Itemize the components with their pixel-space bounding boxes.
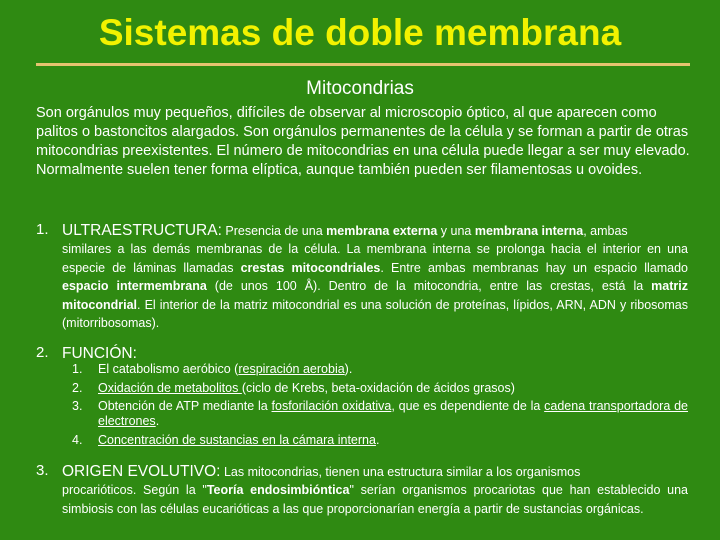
page-title: Sistemas de doble membrana [98,12,622,53]
section-heading-line: ULTRAESTRUCTURA: Presencia de una membrana externa y una membrana interna, ambas [62,222,628,239]
title-divider [36,63,690,66]
list-item: 4. Concentración de sustancias en la cámara interna. [72,432,380,447]
link-cadena-transportadora[interactable]: cadena transportadora de electrones [98,399,688,428]
section-number: 3. [36,462,49,479]
section-body: similares a las demás membranas de la célula. La membrana interna se prolonga hacia el interior en una especie de láminas llamadas crestas mitocondriales. Entre ambas membranas hay un espacio llamado espacio intermembrana (de unos 100 Å). Dentro de la mitocondria, entre las crestas, está la matriz mitocondrial. El interior de la matriz mitocondrial es una solución de proteínas, lípidos, ARN, ADN y ribosomas (mitorribosomas). [62,242,689,330]
section-heading: ULTRAESTRUCTURA: [62,222,222,239]
section-number: 1. [36,221,49,238]
section-heading-line [62,344,690,363]
link-concentracion-sustancias[interactable]: Concentración de sustancias en la cámara interna [98,432,376,447]
section-heading: ORIGEN EVOLUTIVO: [62,463,221,480]
section-heading-line: ORIGEN EVOLUTIVO: Las mitocondrias, tienen una estructura similar a los organismos [62,463,581,480]
list-item: 3. Obtención de ATP mediante la fosforilación oxidativa, que es dependiente de la cadena transportadora de electrones. [72,399,688,428]
link-respiracion-aerobia[interactable]: respiración aerobia [238,362,345,376]
link-oxidacion-metabolitos[interactable]: Oxidación de metabolitos [98,380,242,395]
list-item: 1. El catabolismo aeróbico (respiración aerobia). [72,362,353,376]
section-body: procarióticos. Según la "Teoría endosimbióntica" serían organismos procariotas que han establecido una simbiosis con las células eucarióticas a las que proporcionarían energía a partir de sustancias orgánicas. [62,483,688,516]
section-heading: FUNCIÓN: [62,345,137,362]
function-list [72,362,688,451]
subtitle: Mitocondrias [306,78,414,99]
list-item: 2. Oxidación de metabolitos (ciclo de Krebs, beta-oxidación de ácidos grasos) [72,380,515,395]
link-fosforilacion-oxidativa[interactable]: fosforilación oxidativa [271,399,392,413]
intro-paragraph: Son orgánulos muy pequeños, difíciles de observar al microscopio óptico, al que aparecen como palitos o bastoncitos alargados. Son orgánulos permanentes de la célula y se forman a partir de otras mitocondrias preexistentes. El número de mitocondrias en una célula puede llegar a ser muy elevado. Normalmente suelen tener forma elíptica, aunque también pueden ser filamentosas u ovoides. [36,105,690,178]
section-number: 2. [36,344,49,361]
